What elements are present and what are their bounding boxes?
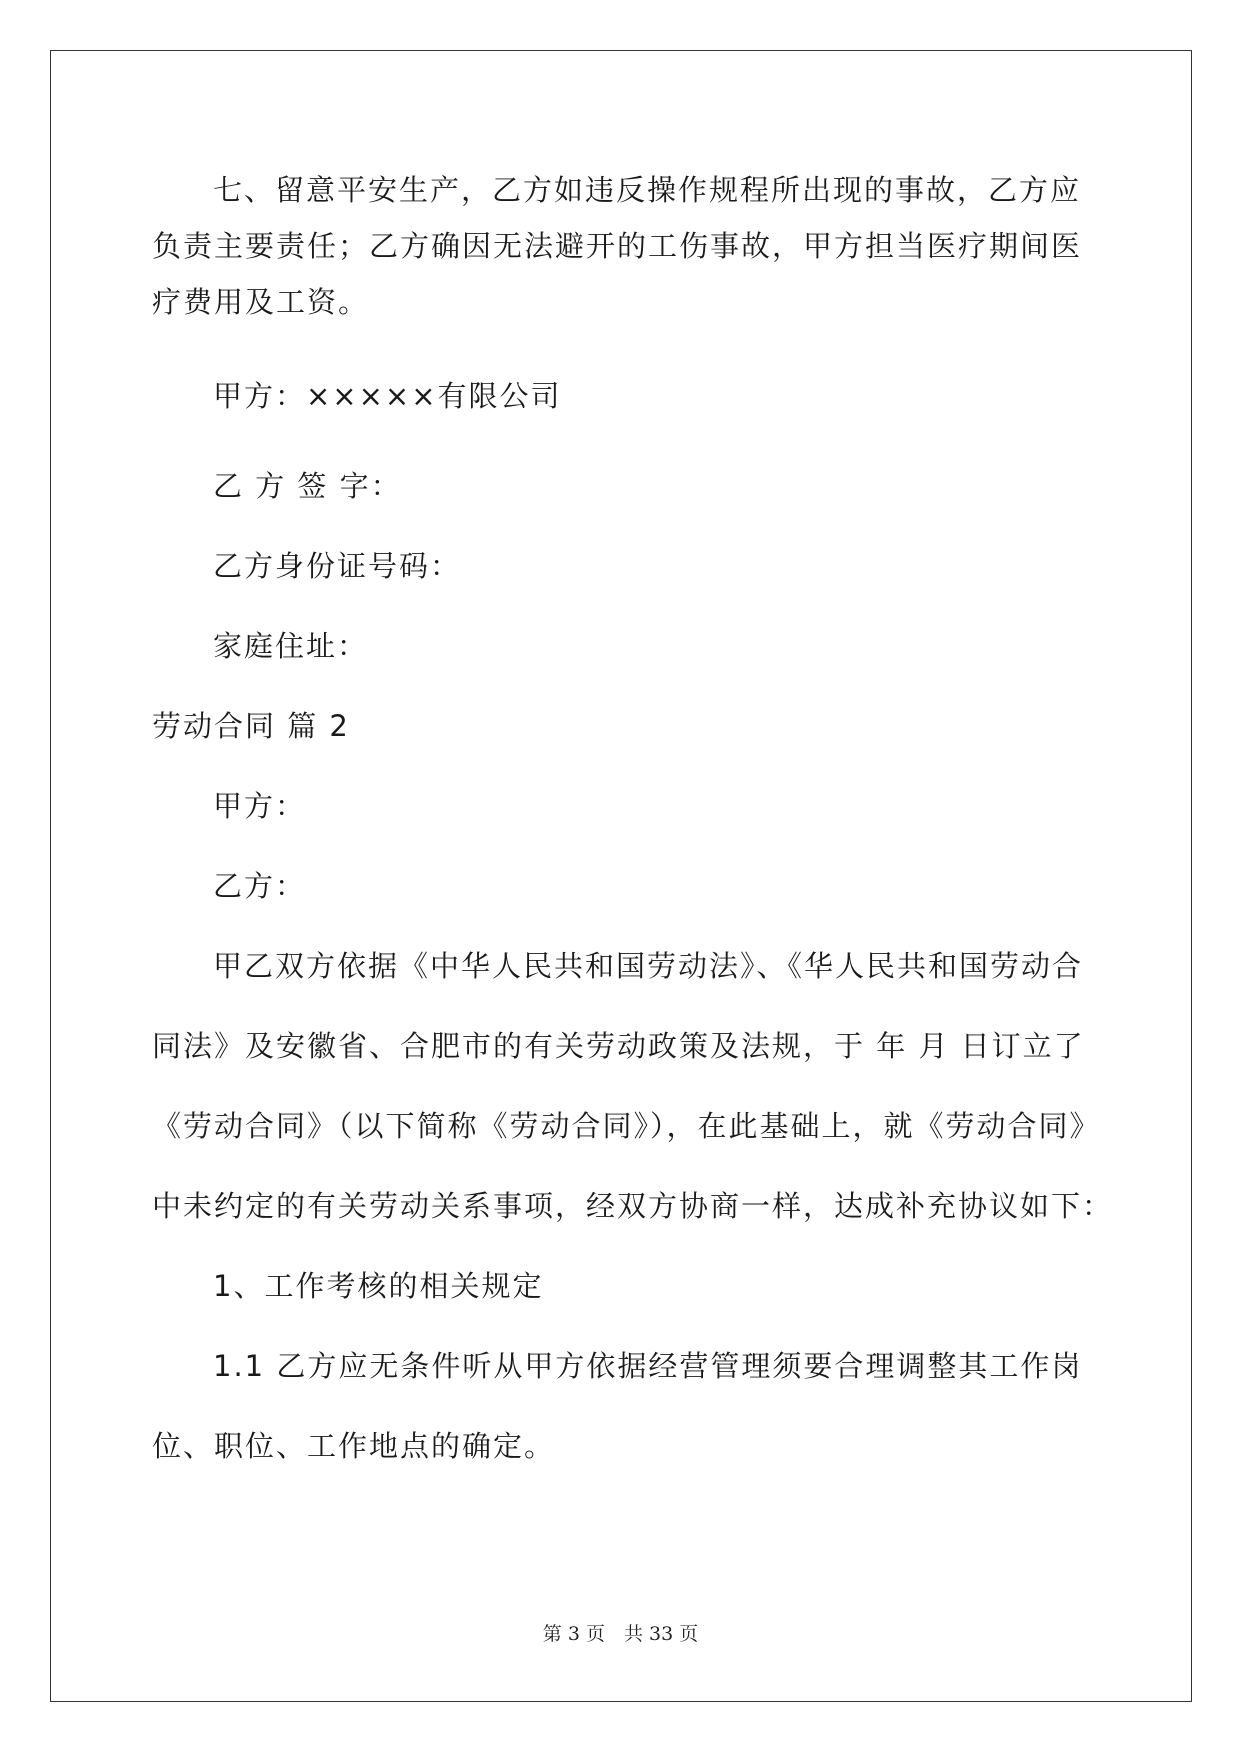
party-b-label: 乙方： [213, 869, 307, 903]
clause-heading: 1、工作考核的相关规定 [213, 1269, 544, 1303]
party-a-line: 甲方：×××××有限公司 [213, 379, 562, 413]
paragraph-line: 《劳动合同》（以下简称《劳动合同》），在此基础上，就《劳动合同》 [152, 1109, 1101, 1143]
party-b-id-line: 乙方身份证号码： [213, 549, 462, 583]
paragraph-line: 1.1 乙方应无条件听从甲方依据经营管理须要合理调整其工作岗 [213, 1349, 1083, 1383]
paragraph-line: 七、留意平安生产，乙方如违反操作规程所出现的事故，乙方应 [213, 173, 1082, 207]
section-heading: 劳动合同 篇 2 [152, 709, 350, 743]
party-b-signature-line: 乙 方 签 字： [213, 469, 402, 503]
paragraph-line: 甲乙双方依据《中华人民共和国劳动法》、《华人民共和国劳动合 [213, 949, 1084, 983]
home-address-line: 家庭住址： [213, 629, 369, 663]
paragraph-line: 中未约定的有关劳动关系事项，经双方协商一样，达成补充协议如下： [152, 1189, 1114, 1223]
page-number-footer: 第 3 页 共 33 页 [542, 1623, 699, 1645]
party-a-label: 甲方： [213, 789, 307, 823]
paragraph-line: 同法》及安徽省、合肥市的有关劳动政策及法规，于 年 月 日订立了 [152, 1029, 1085, 1063]
paragraph-line: 位、职位、工作地点的确定。 [152, 1429, 556, 1463]
paragraph-line: 疗费用及工资。 [152, 285, 370, 319]
paragraph-line: 负责主要责任；乙方确因无法避开的工伤事故，甲方担当医疗期间医 [152, 229, 1083, 263]
